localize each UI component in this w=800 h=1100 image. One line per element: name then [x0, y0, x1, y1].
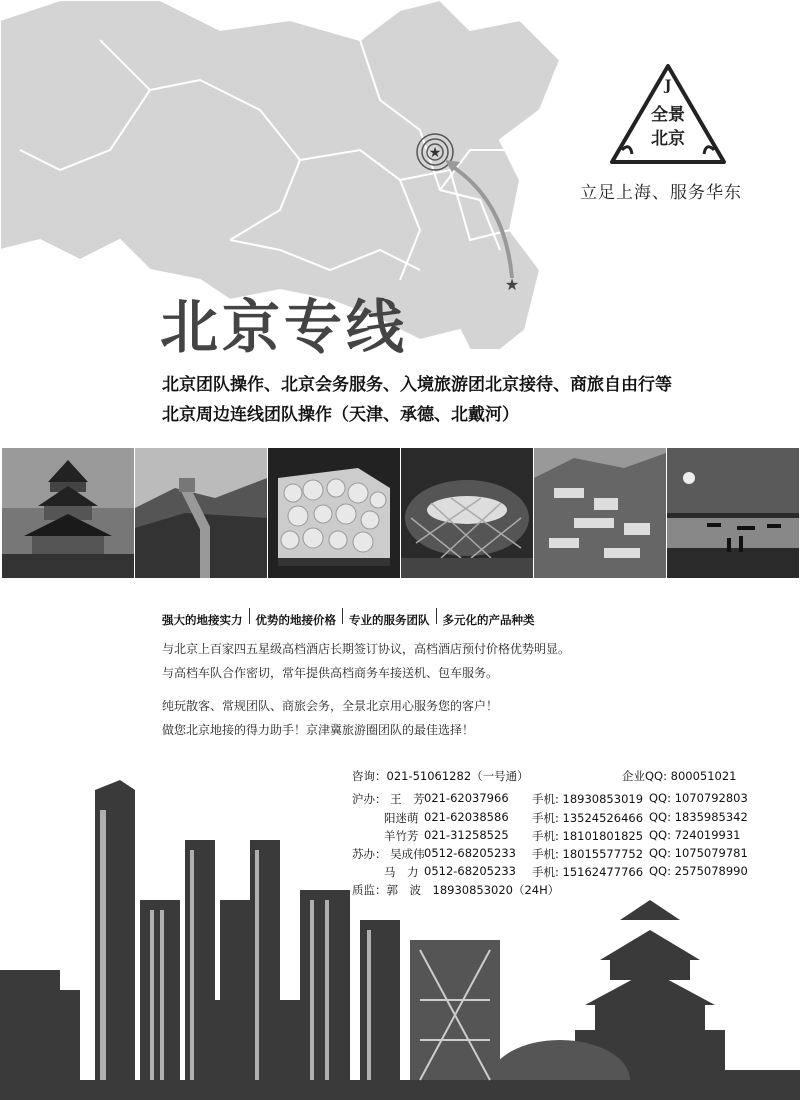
paragraph-4: 做您北京地接的得力助手！京津冀旅游圈团队的最佳选择！ [162, 723, 475, 737]
contact-name: 马 力 [384, 865, 419, 879]
beijing-marker [417, 134, 453, 170]
contact-phone: 021-31258525 [424, 828, 509, 842]
contact-mobile: 手机: 18101801825 [532, 829, 644, 843]
temple-of-heaven-photo [2, 448, 134, 578]
paragraph-2: 与高档车队合作密切，常年提供高档商务车接送机、包车服务。 [162, 666, 499, 680]
contact-phone: 0512-68205233 [424, 846, 516, 860]
contact-name: 王 芳 [390, 792, 425, 806]
slogan: 立足上海、服务华东 [580, 183, 742, 203]
contact-row-4 [352, 846, 425, 862]
contact-mobile: 手机: 18015577752 [532, 847, 644, 861]
contact-region: 沪办： [352, 792, 387, 806]
feature-divider [436, 608, 437, 624]
svg-text:J: J [664, 78, 672, 94]
contact-phone: 0512-68205233 [424, 864, 516, 878]
shanghai-star: ★ [504, 275, 520, 294]
contact-region: 苏办： [352, 847, 387, 861]
water-cube-photo [268, 448, 400, 578]
contact-mobile: 手机: 18930853019 [532, 792, 644, 806]
contact-mobile: 手机: 15162477766 [532, 865, 644, 879]
feature-2: 优势的地接价格 [255, 613, 336, 627]
feature-divider [342, 608, 343, 624]
logo [608, 62, 728, 166]
contact-qq: QQ: 724019931 [649, 828, 741, 842]
contact-qq: QQ: 1070792803 [649, 791, 748, 805]
contact-phone: 021-62037966 [424, 791, 509, 805]
consult-line: 咨询：021-51061282（一号通） [352, 769, 529, 783]
svg-text:全景: 全景 [651, 105, 685, 125]
photo-strip [0, 448, 800, 578]
contact-qq: QQ: 2575078990 [649, 864, 748, 878]
contact-name: 羊竹芳 [384, 829, 419, 843]
subheading-2: 北京周边连线团队操作（天津、承德、北戴河） [162, 405, 519, 425]
subheading-1: 北京团队操作、北京会务服务、入境旅游团北京接待、商旅自由行等 [162, 375, 672, 395]
birds-nest-photo [401, 448, 533, 578]
chengde-photo [534, 448, 666, 578]
feature-divider [249, 608, 250, 624]
company-qq: 企业QQ: 800051021 [622, 769, 737, 783]
beidaihe-photo [667, 448, 799, 578]
svg-text:★: ★ [428, 145, 442, 161]
contact-qq: QQ: 1075079781 [649, 846, 748, 860]
headline: 北京专线 [160, 293, 409, 361]
feature-4: 多元化的产品种类 [442, 613, 535, 627]
paragraph-3: 纯玩散客、常规团队、商旅会务，全景北京用心服务您的客户！ [162, 699, 499, 713]
svg-text:北京: 北京 [651, 129, 685, 149]
quality-contact: 质监：郭 波 18930853020（24H） [352, 883, 560, 897]
contact-name: 阳迷萌 [384, 811, 419, 825]
feature-1: 强大的地接实力 [162, 613, 243, 627]
paragraph-1: 与北京上百家四五星级高档酒店长期签订协议，高档酒店预付价格优势明显。 [162, 642, 571, 656]
feature-3: 专业的服务团队 [349, 613, 430, 627]
great-wall-photo [135, 448, 267, 578]
contact-qq: QQ: 1835985342 [649, 810, 748, 824]
features-bar [162, 612, 535, 628]
contact-row-1 [352, 791, 425, 807]
contact-mobile: 手机: 13524526466 [532, 811, 644, 825]
contact-name: 吴成伟 [390, 847, 425, 861]
contact-phone: 021-62038586 [424, 810, 509, 824]
